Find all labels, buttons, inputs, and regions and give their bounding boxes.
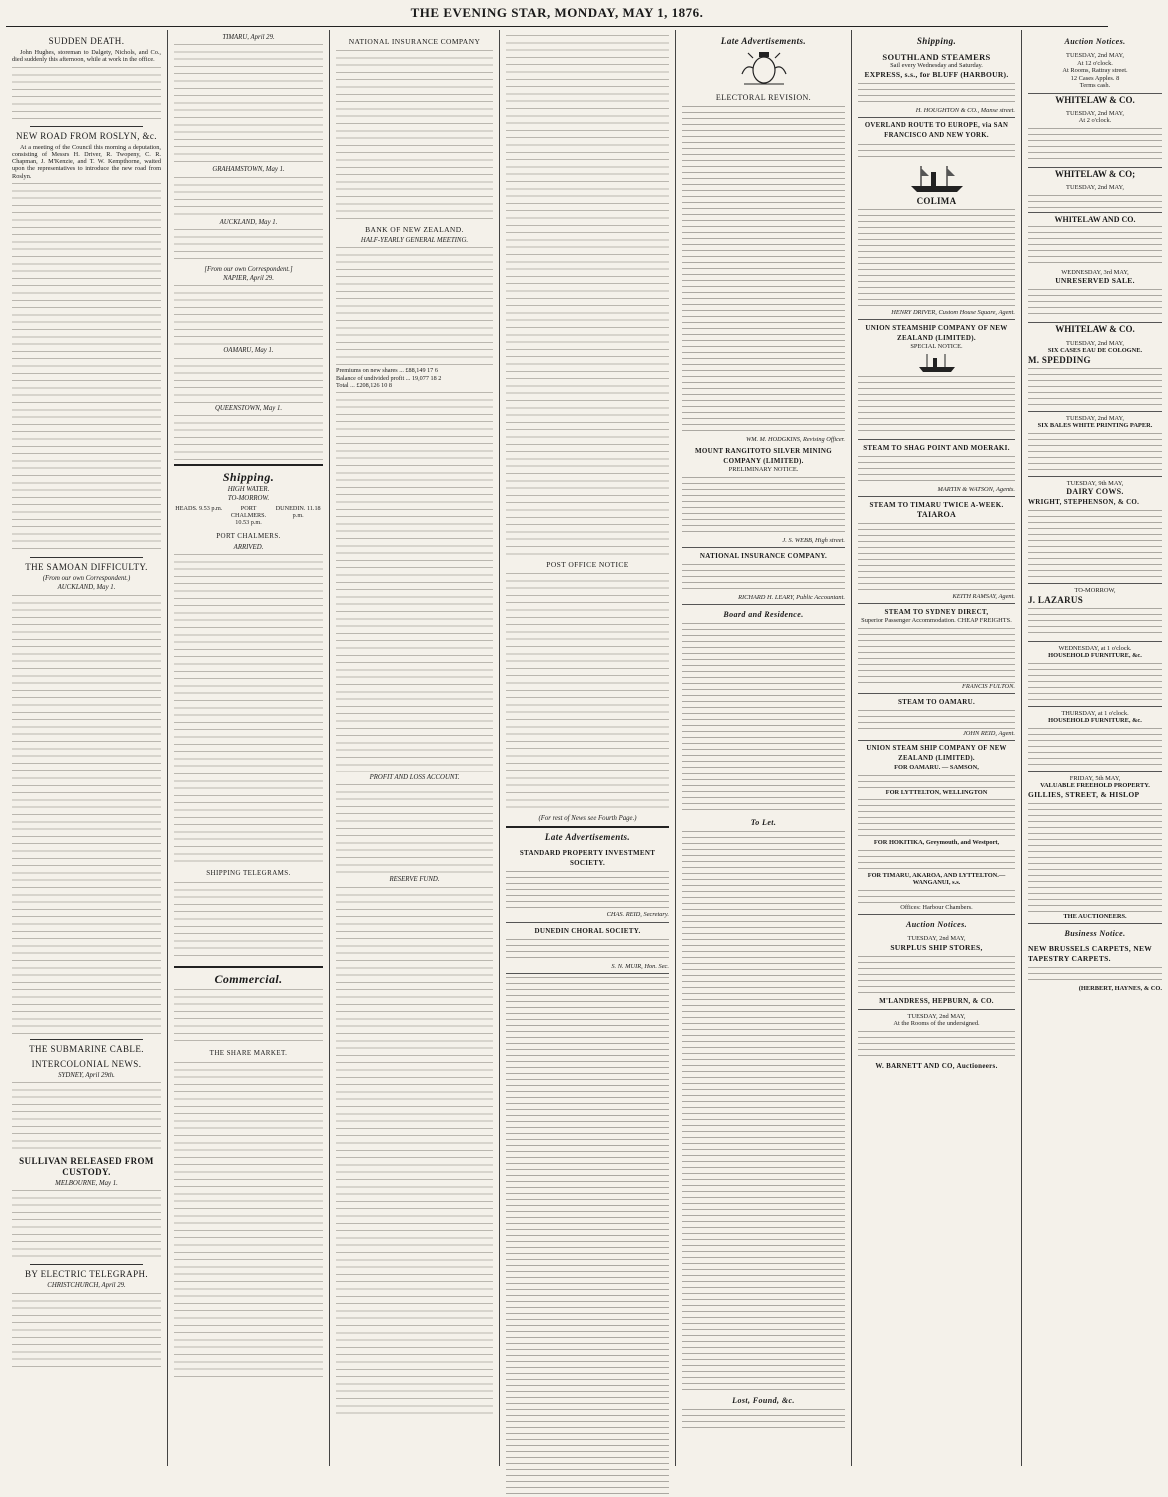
ad-title: HOUSEHOLD FURNITURE, &c. (1048, 652, 1142, 660)
tide-heads: HEADS. 9.53 p.m. (175, 504, 223, 512)
ad-body (506, 939, 669, 963)
article-body (12, 183, 161, 553)
ad-timaru (858, 497, 1015, 604)
section-auction: Auction Notices. (1064, 37, 1126, 46)
ad-date: TUESDAY, 2nd MAY, (1066, 339, 1124, 347)
article-body (174, 229, 323, 264)
ad-body (1028, 728, 1162, 768)
tide-subtitle: TO-MORROW. (227, 495, 270, 503)
ad-date: TUESDAY, 9th MAY, (1066, 479, 1124, 487)
article-text: John Hughes, storeman to Dalgety, Nichols, and Co., died suddenly this afternoon, while at work in the office. (12, 49, 161, 64)
ad-title: STEAM TO SHAG POINT AND MOERAKI. (863, 443, 1010, 452)
ad-title: EXPRESS, s.s., for BLUFF (HARBOUR). (864, 69, 1009, 79)
article-body (12, 1293, 161, 1373)
ledger (336, 367, 493, 389)
ad-body (1028, 803, 1162, 913)
headline-national-insurance: NATIONAL INSURANCE COMPANY (348, 37, 481, 46)
ad-date: TUESDAY, 2nd MAY, (907, 935, 966, 943)
article-body (336, 247, 493, 367)
headline-sullivan: SULLIVAN RELEASED FROM CUSTODY. (19, 1155, 154, 1177)
ad-subtitle: Superior Passenger Accommodation. CHEAP FREIGHTS. (861, 617, 1012, 625)
article-body (12, 1082, 161, 1152)
ad-body (858, 710, 1015, 730)
ad-body (1028, 368, 1162, 408)
ad-apples (1028, 49, 1162, 94)
auctioneer-name: WHITELAW & CO. (1055, 94, 1135, 105)
section-late-ads: Late Advertisements. (720, 36, 807, 46)
classified-ads (506, 977, 669, 1497)
ad-rangitoto (682, 443, 845, 548)
ad-body (858, 83, 1015, 107)
headline-new-road: NEW ROAD FROM ROSLYN, &c. (16, 130, 157, 141)
column-1 (6, 30, 168, 1466)
article-body (174, 177, 323, 217)
headline-telegraph: BY ELECTRIC TELEGRAPH. (24, 1269, 149, 1280)
balance-sheet (336, 392, 493, 772)
ad-body (682, 564, 845, 594)
dateline: GRAHAMSTOWN, May 1. (212, 166, 285, 174)
section-shipping: Shipping. (222, 470, 275, 485)
ad-terms: Terms cash. (1079, 82, 1111, 89)
auctioneer-name: WHITELAW & CO. (1055, 324, 1135, 335)
ad-place: At Rooms, Rattray street. (1062, 67, 1128, 74)
ad-body (506, 871, 669, 911)
ad-body (858, 1031, 1015, 1061)
auctioneer-name: WHITELAW & CO; (1054, 168, 1136, 179)
article-body (174, 358, 323, 403)
ad-body (858, 850, 1015, 872)
ad-signature: KEITH RAMSAY, Agent. (952, 592, 1015, 600)
subhead: (From our own Correspondent.) (42, 575, 131, 583)
ad-title: HOUSEHOLD FURNITURE, &c. (1048, 717, 1142, 725)
ad-dairy-cows (1028, 477, 1162, 585)
classified-ads (682, 1409, 845, 1429)
ad-signature: J. S. WEBB, High street. (782, 536, 845, 544)
ledger-row: Premiums on new shares ... £88,149 17 6 (336, 367, 438, 375)
ad-subtitle: SPECIAL NOTICE. (910, 343, 963, 351)
ad-body (858, 144, 1015, 162)
auctioneer-name: WRIGHT, STEPHENSON, & CO. (1028, 498, 1140, 507)
ad-clocks (1028, 107, 1162, 168)
columns (6, 30, 1162, 1466)
ad-time: At 2 o'clock. (1078, 117, 1112, 125)
ad-title: SIX CASES EAU DE COLOGNE. (1047, 347, 1143, 355)
ad-body (858, 456, 1015, 486)
ad-oamaru (858, 694, 1015, 741)
classified-ads (682, 831, 845, 1391)
ad-body (1028, 195, 1162, 209)
ad-furniture (1028, 181, 1162, 213)
ad-signature: THE AUCTIONEERS. (1063, 912, 1127, 920)
ad-surplus-stores (858, 932, 1015, 1010)
headline-intercolonial: INTERCOLONIAL NEWS. (31, 1058, 142, 1069)
auctioneer-name: J. LAZARUS (1028, 594, 1084, 605)
ad-items: 12 Cases Apples. 8 (1070, 74, 1120, 82)
divider (30, 1264, 143, 1265)
headline-bank-nz: BANK OF NEW ZEALAND. (365, 225, 464, 234)
subhead: ARRIVED. (233, 543, 264, 551)
commercial-body (174, 989, 323, 1044)
article-body (506, 573, 669, 813)
ad-subtitle: At the Rooms of the undersigned. (893, 1020, 980, 1028)
dateline: OAMARU, May 1. (223, 347, 274, 355)
ad-subtitle: Sail every Wednesday and Saturday. (890, 62, 983, 69)
ad-body (1028, 967, 1162, 985)
ad-date: TUESDAY, 2nd MAY, (907, 1012, 966, 1020)
dateline: SYDNEY, April 29th. (58, 1071, 115, 1079)
ad-body (858, 890, 1015, 904)
ad-date: THURSDAY, at 1 o'clock. (1061, 709, 1129, 717)
ad-subtitle: PRELIMINARY NOTICE. (728, 466, 799, 474)
dateline: AUCKLAND, May 1. (57, 584, 116, 592)
divider (30, 557, 143, 558)
divider (30, 1039, 143, 1040)
ad-southland-steamers (858, 49, 1015, 118)
ad-title: STEAM TO OAMARU. (897, 697, 976, 706)
royal-crest-icon (734, 50, 794, 88)
ad-date: TUESDAY, 2nd MAY, (1066, 52, 1124, 59)
ad-title: DUNEDIN CHORAL SOCIETY. (534, 926, 641, 935)
ad-standard-property (506, 845, 669, 922)
headline-electoral: ELECTORAL REVISION. (715, 93, 812, 102)
ad-title: UNRESERVED SALE. (1055, 276, 1135, 286)
ad-date: WEDNESDAY, at 1 o'clock. (1058, 644, 1132, 652)
section-shipping: Shipping. (916, 36, 957, 46)
ad-barnett (858, 1010, 1015, 1074)
article-text: At a meeting of the Council this morning a deputation, consisting of Messrs H. Driver, R. Twopeny, C. R. Chapman, J. M'Kenzie, and T. W. Kempthorne, waited upon the representatives to introduce the new road from Roslyn. (12, 143, 161, 180)
ad-line: FOR OAMARU. — SAMSON, (894, 764, 979, 772)
ad-body (858, 775, 1015, 789)
ad-signature: S. N. MUIR, Hon. Sec. (611, 962, 669, 970)
ad-national-insurance (682, 548, 845, 605)
ad-title: DAIRY COWS. (1066, 487, 1124, 497)
ad-body (1028, 128, 1162, 164)
tide-dunedin: DUNEDIN. 11.18 p.m. (275, 504, 321, 519)
auctioneer-name: M. SPEDDING (1028, 354, 1091, 365)
ad-date: WEDNESDAY, 3rd MAY, (1061, 268, 1129, 276)
ad-line: FOR HOKITIKA, Greymouth, and Westport, (873, 839, 1000, 847)
ad-title: STANDARD PROPERTY INVESTMENT SOCIETY. (519, 849, 656, 868)
article-body (12, 1190, 161, 1260)
dateline: MELBOURNE, May 1. (55, 1179, 118, 1187)
subsection-share-market: THE SHARE MARKET. (209, 1048, 288, 1057)
steamship-icon (917, 353, 957, 373)
ad-household-1 (1028, 642, 1162, 707)
article-body (174, 415, 323, 460)
divider (506, 826, 669, 828)
ad-signature: W. BARNETT AND CO, Auctioneers. (875, 1061, 998, 1070)
dateline: NAPIER, April 29. (223, 275, 274, 283)
column-3 (330, 30, 500, 1466)
ad-signature: RICHARD H. LEARY, Public Accountant. (738, 594, 845, 602)
classified-ads (682, 623, 845, 813)
ad-carpets (1028, 941, 1162, 996)
ad-title: SIX BALES WHITE PRINTING PAPER. (1037, 422, 1153, 430)
tide-port: PORT CHALMERS. 10.53 p.m. (230, 504, 267, 527)
ad-body (1028, 608, 1162, 638)
ad-union-steamship (858, 320, 1015, 440)
ad-title: MOUNT RANGITOTO SILVER MINING COMPANY (LIMITED). (695, 447, 832, 466)
ledger-row: Total ... £208,126 10 8 (336, 381, 392, 389)
subsection-telegrams: SHIPPING TELEGRAMS. (206, 868, 291, 877)
ad-time: At 12 o'clock. (1077, 59, 1113, 67)
ad-sydney (858, 604, 1015, 694)
ad-title: SURPLUS SHIP STORES, (890, 942, 983, 952)
shipping-body (174, 882, 323, 962)
article-body (506, 35, 669, 555)
tide-title: HIGH WATER. (227, 486, 270, 494)
section-lost-found: Lost, Found, &c. (732, 1396, 795, 1406)
ad-household-2 (1028, 707, 1162, 772)
ad-body (1028, 663, 1162, 703)
ad-date: TO-MORROW, (1074, 587, 1116, 595)
ad-body (858, 209, 1015, 309)
article-body (336, 50, 493, 220)
subhead: [From our own Correspondent.] (204, 265, 293, 273)
ad-date: TUESDAY, 2nd MAY, (1066, 184, 1124, 192)
divider (174, 966, 323, 968)
ad-body (1028, 433, 1162, 473)
ad-signature: FRANCIS FULTON. (961, 682, 1015, 690)
shipping-body (174, 554, 323, 864)
ad-signature: MARTIN & WATSON, Agents. (937, 485, 1015, 493)
ad-date: TUESDAY, 2nd MAY, (1066, 414, 1124, 422)
ad-body (682, 477, 845, 537)
ad-body (858, 799, 1015, 839)
ad-choral-society (506, 923, 669, 974)
ad-line: FOR LYTTELTON, WELLINGTON (885, 788, 988, 796)
subhead: HALF-YEARLY GENERAL MEETING. (360, 237, 469, 244)
article-body (12, 595, 161, 1035)
headline-post-office: POST OFFICE NOTICE (546, 560, 629, 569)
divider (30, 126, 143, 127)
ad-date: TUESDAY, 2nd MAY, (1066, 109, 1124, 117)
section-board: Board and Residence. (723, 610, 804, 620)
column-7 (1022, 30, 1168, 1466)
ad-body (1028, 226, 1162, 266)
ad-title: OVERLAND ROUTE TO EUROPE, via SAN FRANCISCO AND NEW YORK. (864, 121, 1009, 139)
dateline: QUEENSTOWN, May 1. (214, 404, 283, 412)
ad-signature: H. HOUGHTON & CO., Manse street. (915, 106, 1015, 114)
ad-paper (1028, 412, 1162, 477)
divider (174, 464, 323, 466)
ad-title: SOUTHLAND STEAMERS (882, 52, 991, 62)
section-auction: Auction Notices. (905, 920, 968, 930)
note: (For rest of News see Fourth Page.) (538, 815, 637, 822)
headline-cable: THE SUBMARINE CABLE. (29, 1043, 144, 1054)
subhead: PROFIT AND LOSS ACCOUNT. (369, 774, 460, 782)
ad-body (858, 956, 1015, 996)
ad-signature: CHAS. REID, Secretary. (606, 911, 669, 919)
balance-sheet (336, 784, 493, 874)
ad-body (1028, 289, 1162, 319)
ad-unreserved (1028, 266, 1162, 324)
dateline: AUCKLAND, May 1. (219, 218, 278, 226)
section-to-let: To Let. (750, 818, 777, 828)
subhead: RESERVE FUND. (389, 876, 440, 884)
commercial-body (174, 1062, 323, 1382)
ad-body (858, 628, 1015, 683)
ad-title: NATIONAL INSURANCE COMPANY. (699, 552, 828, 561)
ad-title: VALUABLE FREEHOLD PROPERTY. (1040, 782, 1150, 790)
auctioneer-name: WHITELAW AND CO. (1054, 214, 1136, 224)
ledger-row: Balance of undivided profit ... 19,077 18 2 (336, 374, 442, 382)
ad-shag-point (858, 440, 1015, 497)
auctioneer-name: GILLIES, STREET, & HISLOP (1028, 789, 1140, 799)
column-5 (676, 30, 852, 1466)
section-late-ads: Late Advertisements. (544, 832, 631, 843)
ad-signature: WM. M. HODGKINS, Revising Officer. (746, 436, 845, 443)
tide-table (174, 505, 323, 527)
ad-title: UNION STEAM SHIP COMPANY OF NEW ZEALAND (LIMITED). (866, 745, 1007, 763)
column-6 (852, 30, 1022, 1466)
ad-lazarus (1028, 584, 1162, 642)
ad-line: FOR TIMARU, AKAROA, AND LYTTELTON.—WANGANUI, s.s. (867, 871, 1006, 887)
article-body (174, 44, 323, 164)
ship-name: COLIMA (916, 195, 957, 206)
ad-freehold (1028, 772, 1162, 925)
dateline: TIMARU, April 29. (222, 34, 275, 41)
ad-title: STEAM TO TIMARU TWICE A-WEEK. (869, 500, 1004, 509)
article-body (12, 67, 161, 122)
ad-body (1028, 510, 1162, 580)
ship-name: TAIAROA (916, 509, 957, 519)
ad-overland-route (858, 118, 1015, 320)
steamship-icon (907, 164, 967, 194)
ad-signature: HENRY DRIVER, Custom House Square, Agent. (891, 308, 1015, 316)
dateline: CHRISTCHURCH, April 29. (47, 1282, 126, 1290)
section-business: Business Notice. (1064, 929, 1126, 939)
ad-body (682, 106, 845, 436)
ad-title: STEAM TO SYDNEY DIRECT, (884, 608, 989, 617)
section-commercial: Commercial. (214, 971, 283, 986)
ad-title: UNION STEAMSHIP COMPANY OF NEW ZEALAND (LIMITED). (865, 324, 1008, 343)
ad-signature: M'LANDRESS, HEPBURN, & CO. (879, 996, 994, 1005)
ad-body (858, 376, 1015, 436)
ad-date: FRIDAY, 5th MAY, (1069, 774, 1121, 782)
ad-title: NEW BRUSSELS CARPETS, NEW TAPESTRY CARPETS. (1028, 944, 1152, 964)
column-2 (168, 30, 330, 1466)
article-body (336, 887, 493, 1417)
ad-cologne (1028, 337, 1162, 412)
ad-line: Offices: Harbour Chambers. (900, 903, 973, 911)
column-4 (500, 30, 676, 1466)
ad-signature: (HERBERT, HAYNES, & CO. (1078, 985, 1162, 993)
ad-union-ss (858, 741, 1015, 915)
subsection-port: PORT CHALMERS. (216, 531, 281, 540)
ad-signature: JOHN REID, Agent. (962, 729, 1015, 737)
headline-samoan: THE SAMOAN DIFFICULTY. (25, 562, 148, 573)
masthead: THE EVENING STAR, MONDAY, MAY 1, 1876. (6, 0, 1108, 27)
article-body (174, 285, 323, 345)
headline-sudden-death: SUDDEN DEATH. (48, 36, 125, 46)
ad-body (858, 523, 1015, 593)
